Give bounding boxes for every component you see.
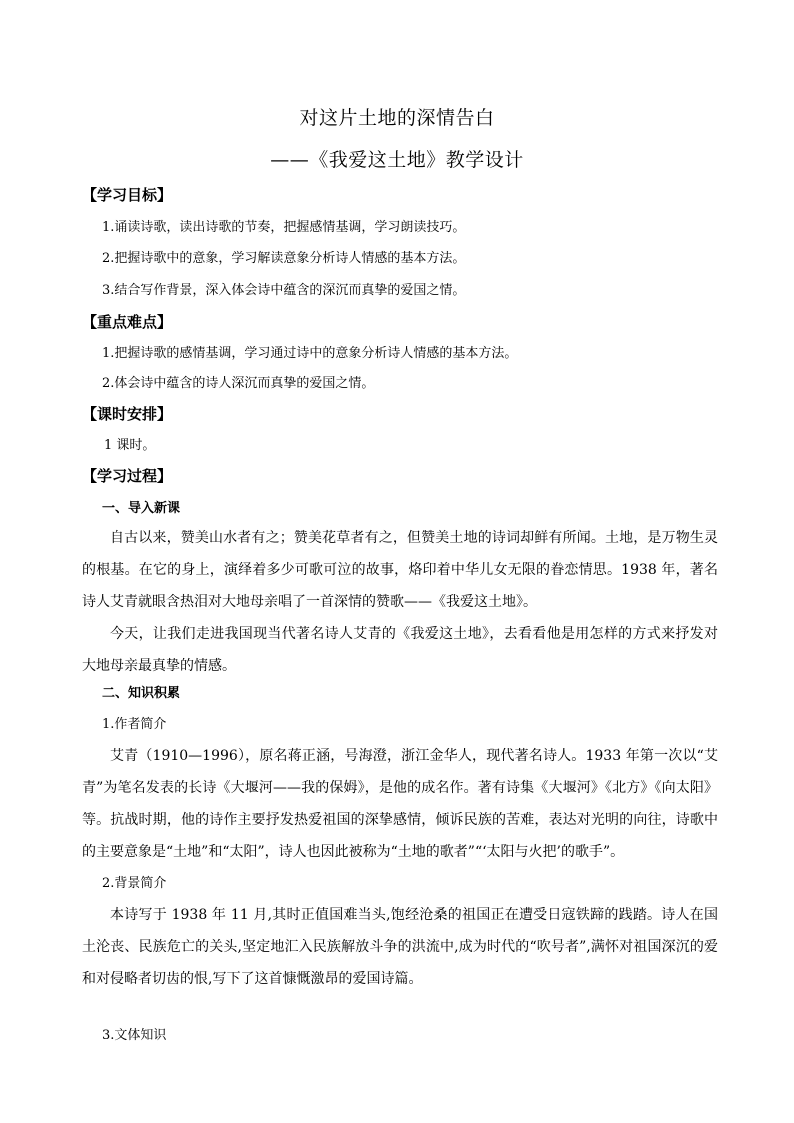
subsection-title-knowledge: 二、知识积累 [102, 686, 181, 701]
background-intro-label: 2.背景简介 [102, 876, 167, 891]
author-intro-paragraph: 艾青（1910—1996），原名蒋正涵，号海澄，浙江金华人，现代著名诗人。1933 年第一次以“艾青”为笔名发表的长诗《大堰河——我的保姆》，是他的成名作。著有诗集《大堰河》《北方》《向太阳》等。抗战时期，他的诗作主要抒发热爱祖国的深挚感情，倾诉民族的苦难，表达对光明的向往，诗歌中的主要意象是“土地”和“太阳”，诗人也因此被称为“土地的歌者”“‘太阳与火把’的歌手”。 [82, 748, 718, 860]
section-heading-goals: 【学习目标】 [82, 186, 173, 204]
subsection-title-intro: 一、导入新课 [102, 501, 181, 516]
section-heading-process: 【学习过程】 [82, 467, 173, 485]
intro-paragraph-1: 自古以来，赞美山水者有之；赞美花草者有之，但赞美土地的诗词却鲜有所闻。土地，是万物生灵的根基。在它的身上，演绎着多少可歌可泣的故事，烙印着中华儿女无限的眷恋情思。1938 年，著名诗人艾青就眼含热泪对大地母亲唱了一首深情的赞歌——《我爱这土地》。 [82, 530, 718, 610]
genre-knowledge-label: 3.文体知识 [102, 1028, 167, 1043]
key-point-item: 1.把握诗歌的感情基调，学习通过诗中的意象分析诗人情感的基本方法。 [102, 346, 518, 361]
background-intro-paragraph: 本诗写于 1938 年 11 月,其时正值国难当头,饱经沧桑的祖国正在遭受日寇铁蹄的践踏。诗人在国土沦丧、民族危亡的关头,坚定地汇入民族解放斗争的洪流中,成为时代的“吹号者”,满怀对祖国深沉的爱和对侵略者切齿的恨,写下了这首慷慨激昂的爱国诗篇。 [82, 907, 718, 987]
schedule-text: 1 课时。 [104, 438, 156, 453]
goal-item: 2.把握诗歌中的意象，学习解读意象分析诗人情感的基本方法。 [102, 251, 466, 266]
section-heading-schedule: 【课时安排】 [82, 405, 173, 423]
author-intro-label: 1.作者简介 [102, 717, 167, 732]
intro-paragraph-2: 今天，让我们走进我国现当代著名诗人艾青的《我爱这土地》，去看看他是用怎样的方式来抒发对大地母亲最真挚的情感。 [82, 626, 718, 674]
page-title: 对这片土地的深情告白 [299, 107, 495, 129]
key-point-item: 2.体会诗中蕴含的诗人深沉而真挚的爱国之情。 [102, 376, 375, 391]
section-heading-key-points: 【重点难点】 [82, 313, 173, 331]
goal-item: 1.诵读诗歌，读出诗歌的节奏，把握感情基调，学习朗读技巧。 [102, 220, 466, 235]
page-subtitle: ——《我爱这土地》教学设计 [270, 149, 524, 171]
goal-item: 3.结合写作背景，深入体会诗中蕴含的深沉而真挚的爱国之情。 [102, 283, 466, 298]
